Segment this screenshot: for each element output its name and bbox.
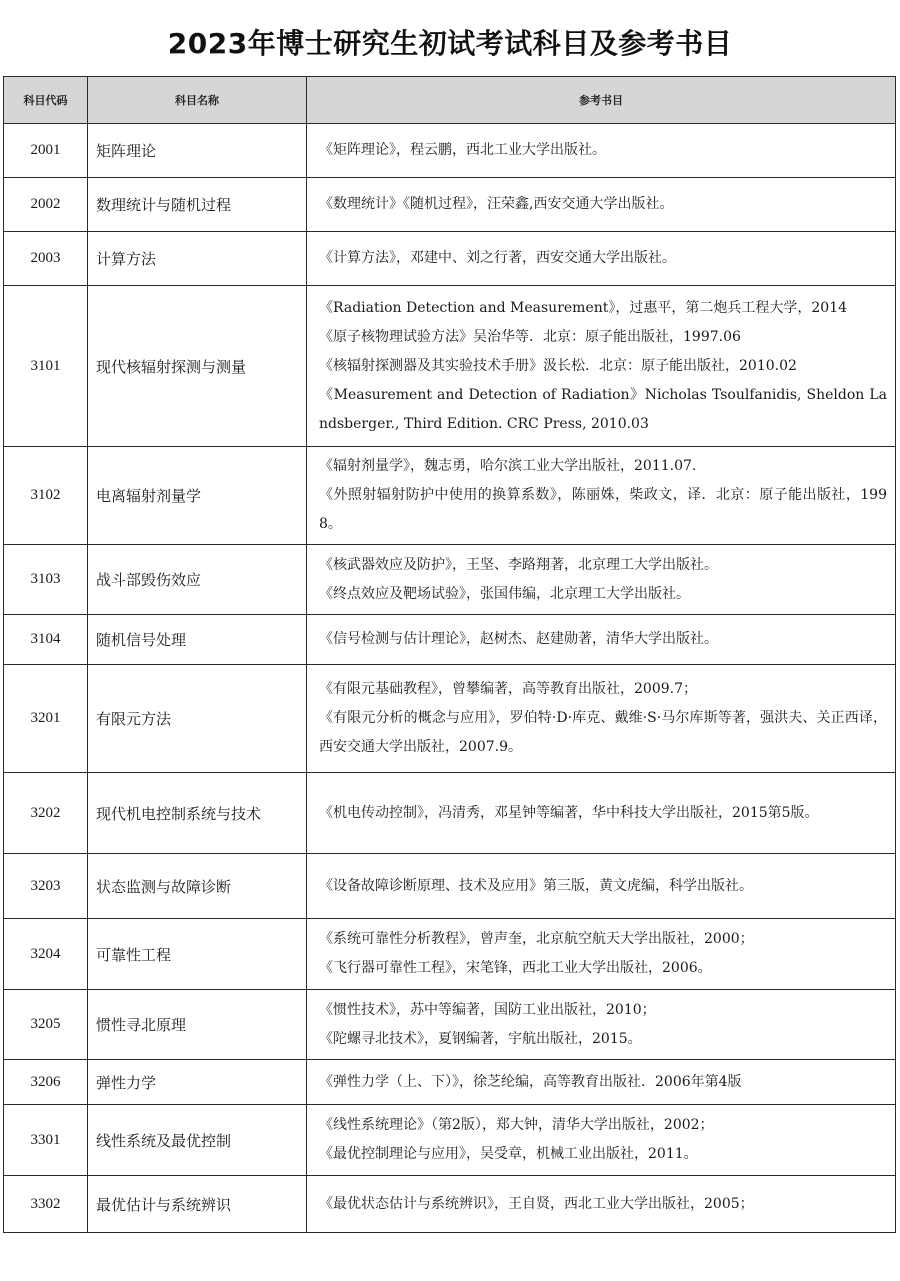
reference-books: [307, 990, 896, 1060]
reference-books: [307, 178, 896, 232]
table-row: [4, 1105, 896, 1176]
reference-books: [307, 124, 896, 178]
subject-name: 可靠性工程: [88, 919, 307, 990]
subject-name: 电离辐射剂量学: [88, 447, 307, 545]
table-row: [4, 990, 896, 1060]
reference-book-entry: 《最优控制理论与应用》，吴受章，机械工业出版社，2011。: [319, 1146, 698, 1162]
reference-book-entry: 《线性系统理论》（第2版），郑大钟，清华大学出版社，2002；: [319, 1117, 714, 1133]
reference-books: [307, 447, 896, 545]
reference-book-entry: 《矩阵理论》，程云鹏，西北工业大学出版社。: [319, 142, 606, 158]
reference-book-entry: 《有限元分析的概念与应用》，罗伯特·D·库克、戴维·S·马尔库斯等著，强洪夫、关正西译，西安交通大学出版社，2007.9。: [319, 710, 887, 755]
table-row: [4, 773, 896, 854]
subject-name: 状态监测与故障诊断: [88, 854, 307, 919]
subject-name: 现代机电控制系统与技术: [88, 773, 307, 854]
reference-books: [307, 1060, 896, 1105]
subject-code: 2003: [4, 232, 88, 286]
header-books: 参考书目: [307, 77, 896, 124]
reference-books: [307, 286, 896, 447]
subject-name: 现代核辐射探测与测量: [88, 286, 307, 447]
subject-code: 3202: [4, 773, 88, 854]
reference-books: [307, 773, 896, 854]
table-header-row: [4, 77, 896, 124]
reference-book-entry: 《有限元基础教程》，曾攀编著，高等教育出版社，2009.7；: [319, 681, 697, 697]
table-row: [4, 854, 896, 919]
table-row: [4, 665, 896, 773]
reference-book-entry: 《原子核物理试验方法》吴治华等．北京：原子能出版社，1997.06: [319, 328, 741, 345]
reference-book-entry: 《最优状态估计与系统辨识》，王自贤，西北工业大学出版社，2005；: [319, 1195, 754, 1212]
table-row: [4, 286, 896, 447]
reference-book-entry: 《弹性力学（上、下）》，徐芝纶编，高等教育出版社．2006年第4版: [319, 1073, 742, 1090]
reference-book-entry: 《计算方法》，邓建中、刘之行著，西安交通大学出版社。: [319, 250, 676, 266]
subject-code: 3201: [4, 665, 88, 773]
subject-name: 计算方法: [88, 232, 307, 286]
subject-name: 随机信号处理: [88, 615, 307, 665]
reference-books: [307, 232, 896, 286]
reference-book-entry: 《Radiation Detection and Measurement》，过惠平，第二炮兵工程大学，2014: [319, 299, 848, 316]
header-code: 科目代码: [4, 77, 88, 124]
subject-name: 战斗部毁伤效应: [88, 545, 307, 615]
subject-code: 3104: [4, 615, 88, 665]
subject-code: 3203: [4, 854, 88, 919]
reference-book-entry: 《终点效应及靶场试验》，张国伟编，北京理工大学出版社。: [319, 585, 690, 602]
subject-name: 弹性力学: [88, 1060, 307, 1105]
subject-name: 数理统计与随机过程: [88, 178, 307, 232]
reference-book-entry: 《外照射辐射防护中使用的换算系数》，陈丽姝，柴政文，译．北京：原子能出版社，1998。: [319, 487, 887, 532]
table-row: [4, 178, 896, 232]
subject-code: 3103: [4, 545, 88, 615]
subject-code: 2002: [4, 178, 88, 232]
subject-name: 有限元方法: [88, 665, 307, 773]
reference-books: [307, 1176, 896, 1233]
reference-books: [307, 919, 896, 990]
reference-book-entry: 《机电传动控制》，冯清秀，邓星钟等编著，华中科技大学出版社，2015第5版。: [319, 804, 819, 821]
reference-books: [307, 665, 896, 773]
subject-code: 3102: [4, 447, 88, 545]
reference-book-entry: 《核辐射探测器及其实验技术手册》汲长松．北京：原子能出版社，2010.02: [319, 357, 797, 374]
subjects-table: [3, 76, 896, 1233]
reference-book-entry: 《设备故障诊断原理、技术及应用》第三版，黄文虎编，科学出版社。: [319, 877, 753, 894]
table-row: [4, 615, 896, 665]
table-body: [4, 124, 896, 1233]
reference-book-entry: 《信号检测与估计理论》，赵树杰、赵建勋著，清华大学出版社。: [319, 631, 718, 647]
subject-code: 3101: [4, 286, 88, 447]
page-title: 2023年博士研究生初试考试科目及参考书目: [167, 27, 733, 60]
table-row: [4, 545, 896, 615]
subject-code: 3204: [4, 919, 88, 990]
table-row: [4, 447, 896, 545]
reference-book-entry: 《陀螺寻北技术》，夏钢编著，宇航出版社，2015。: [319, 1030, 642, 1047]
reference-book-entry: 《辐射剂量学》，魏志勇，哈尔滨工业大学出版社，2011.07.: [319, 458, 697, 474]
table-row: [4, 124, 896, 178]
reference-book-entry: 《惯性技术》，苏中等编著，国防工业出版社，2010；: [319, 1001, 656, 1018]
subject-code: 3205: [4, 990, 88, 1060]
reference-books: [307, 1105, 896, 1176]
subject-code: 3206: [4, 1060, 88, 1105]
table-row: [4, 232, 896, 286]
reference-book-entry: 《飞行器可靠性工程》，宋笔锋，西北工业大学出版社，2006。: [319, 960, 712, 976]
subject-name: 最优估计与系统辨识: [88, 1176, 307, 1233]
subject-code: 2001: [4, 124, 88, 178]
reference-book-entry: 《Measurement and Detection of Radiation》Nicholas Tsoulfanidis, Sheldon Landsberger., Third Edition. CRC Press, 2010.03: [319, 386, 887, 432]
table-row: [4, 919, 896, 990]
reference-books: [307, 615, 896, 665]
subject-code: 3302: [4, 1176, 88, 1233]
reference-books: [307, 854, 896, 919]
reference-book-entry: 《核武器效应及防护》，王坚、李路翔著，北京理工大学出版社。: [319, 556, 718, 573]
subject-name: 惯性寻北原理: [88, 990, 307, 1060]
subject-code: 3301: [4, 1105, 88, 1176]
header-name: 科目名称: [88, 77, 307, 124]
reference-books: [307, 545, 896, 615]
reference-book-entry: 《数理统计》《随机过程》，汪荣鑫,西安交通大学出版社。: [319, 196, 674, 212]
subject-name: 矩阵理论: [88, 124, 307, 178]
table-row: [4, 1176, 896, 1233]
reference-book-entry: 《系统可靠性分析教程》，曾声奎，北京航空航天大学出版社，2000；: [319, 931, 754, 947]
subject-name: 线性系统及最优控制: [88, 1105, 307, 1176]
table-row: [4, 1060, 896, 1105]
